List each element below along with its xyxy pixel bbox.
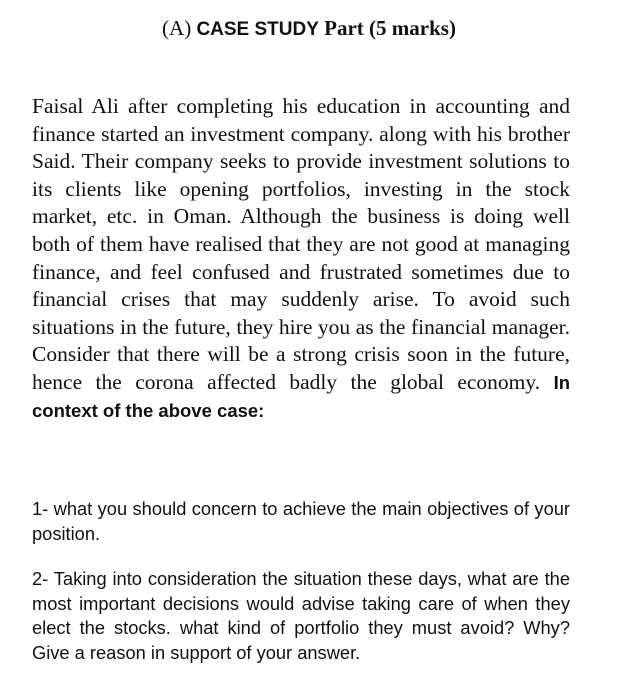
heading-case-study: CASE STUDY (196, 19, 319, 40)
case-study-emphasis: In context of the above case: (32, 371, 571, 421)
case-study-body: Faisal Ali after completing his education in accounting and finance started an investment company. along with his brother Said. Their company seeks to provide investment solutions to its clients like opening portfolios, investing in the stock market, etc. in Oman. Although the business is doing well both of them have realised that they are not good at managing finance, and feel confused and frustrated sometimes due to financial crises that may suddenly arise. To avoid such situations in the future, they hire you as the financial manager. Consider that there will be a strong crisis soon in the future, hence the corona affected badly the global economy. (32, 94, 570, 394)
heading-marks: Part (5 marks) (318, 16, 456, 40)
question-1: 1- what you should concern to achieve the main objectives of your position. (32, 498, 570, 544)
case-study-paragraph (32, 93, 570, 424)
section-heading (0, 14, 618, 44)
heading-prefix: (A) (162, 16, 197, 40)
question-2: 2- Taking into consideration the situation these days, what are the most important decisions would advise taking care of when they elect the stocks. what kind of portfolio they must avoid? Why? Give a reason in support of your answer. (32, 568, 570, 663)
